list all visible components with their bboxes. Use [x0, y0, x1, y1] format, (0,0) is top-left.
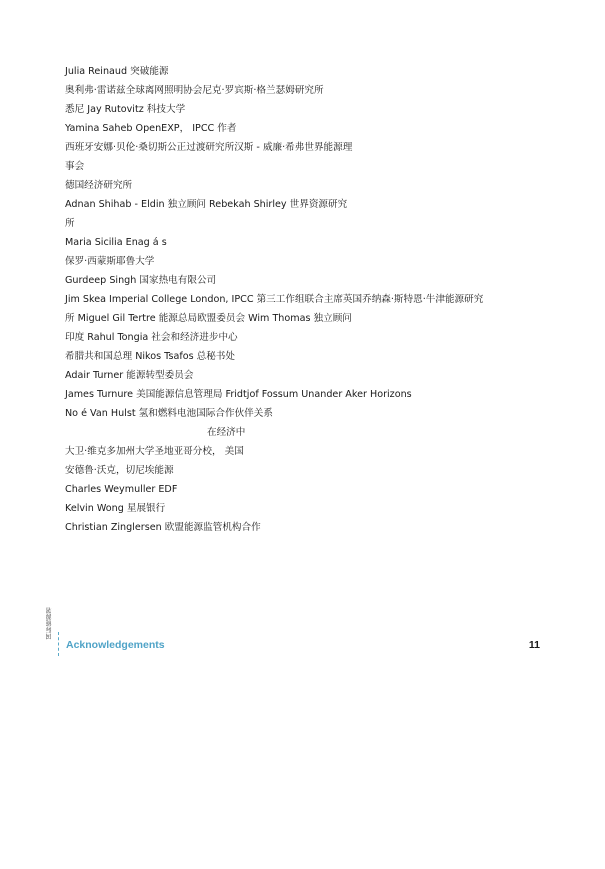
list-item: 所	[65, 218, 75, 229]
list-item: 悉尼 Jay Rutovitz 科技大学	[65, 104, 186, 115]
list-item: 在经济中	[207, 427, 246, 438]
list-item: 事会	[65, 161, 85, 172]
list-item: Charles Weymuller EDF	[65, 484, 178, 495]
list-item: 希腊共和国总理 Nikos Tsafos 总秘书处	[65, 351, 235, 362]
list-item: 德国经济研究所	[65, 180, 133, 191]
list-item: 奥利弗·雷诺兹全球离网照明协会尼克·罗宾斯·格兰瑟姆研究所	[65, 85, 324, 96]
list-item: Adnan Shihab - Eldin 独立顾问 Rebekah Shirley 世界资源研究	[65, 199, 348, 210]
list-item: Yamina Saheb OpenEXP， IPCC 作者	[65, 123, 237, 134]
list-item: 西班牙安娜·贝伦·桑切斯公正过渡研究所汉斯 - 威廉·希弗世界能源理	[65, 142, 353, 153]
list-item: Christian Zinglersen 欧盟能源监管机构合作	[65, 522, 261, 533]
side-label-text: 国际能源署	[46, 607, 53, 640]
list-item: 大卫·维克多加州大学圣地亚哥分校， 美国	[65, 446, 244, 457]
list-item: Adair Turner 能源转型委员会	[65, 370, 194, 381]
list-item: Jim Skea Imperial College London, IPCC 第三工作组联合主席英国乔纳森·斯特恩·牛津能源研究	[65, 294, 484, 305]
list-item: Kelvin Wong 星展银行	[65, 503, 166, 514]
list-item: Maria Sicilia Enag á s	[65, 237, 167, 248]
list-item: 印度 Rahul Tongia 社会和经济进步中心	[65, 332, 238, 343]
list-item: 所 Miguel Gil Tertre 能源总局欧盟委员会 Wim Thomas 独立顾问	[65, 313, 352, 324]
acknowledgements-list	[65, 62, 555, 537]
footer-section-title: Acknowledgements	[66, 639, 165, 651]
footer-divider	[58, 632, 59, 656]
list-item: No é Van Hulst 氢和燃料电池国际合作伙伴关系	[65, 408, 273, 419]
list-item: Gurdeep Singh 国家热电有限公司	[65, 275, 217, 286]
list-item: James Turnure 美国能源信息管理局 Fridtjof Fossum Unander Aker Horizons	[65, 389, 412, 400]
list-item: Julia Reinaud 突破能源	[65, 66, 169, 77]
side-organization-label	[46, 607, 56, 655]
list-item: 保罗·西蒙斯耶鲁大学	[65, 256, 155, 267]
page-number: 11	[528, 639, 540, 651]
list-item: 安德鲁·沃克，切尼埃能源	[65, 465, 174, 476]
